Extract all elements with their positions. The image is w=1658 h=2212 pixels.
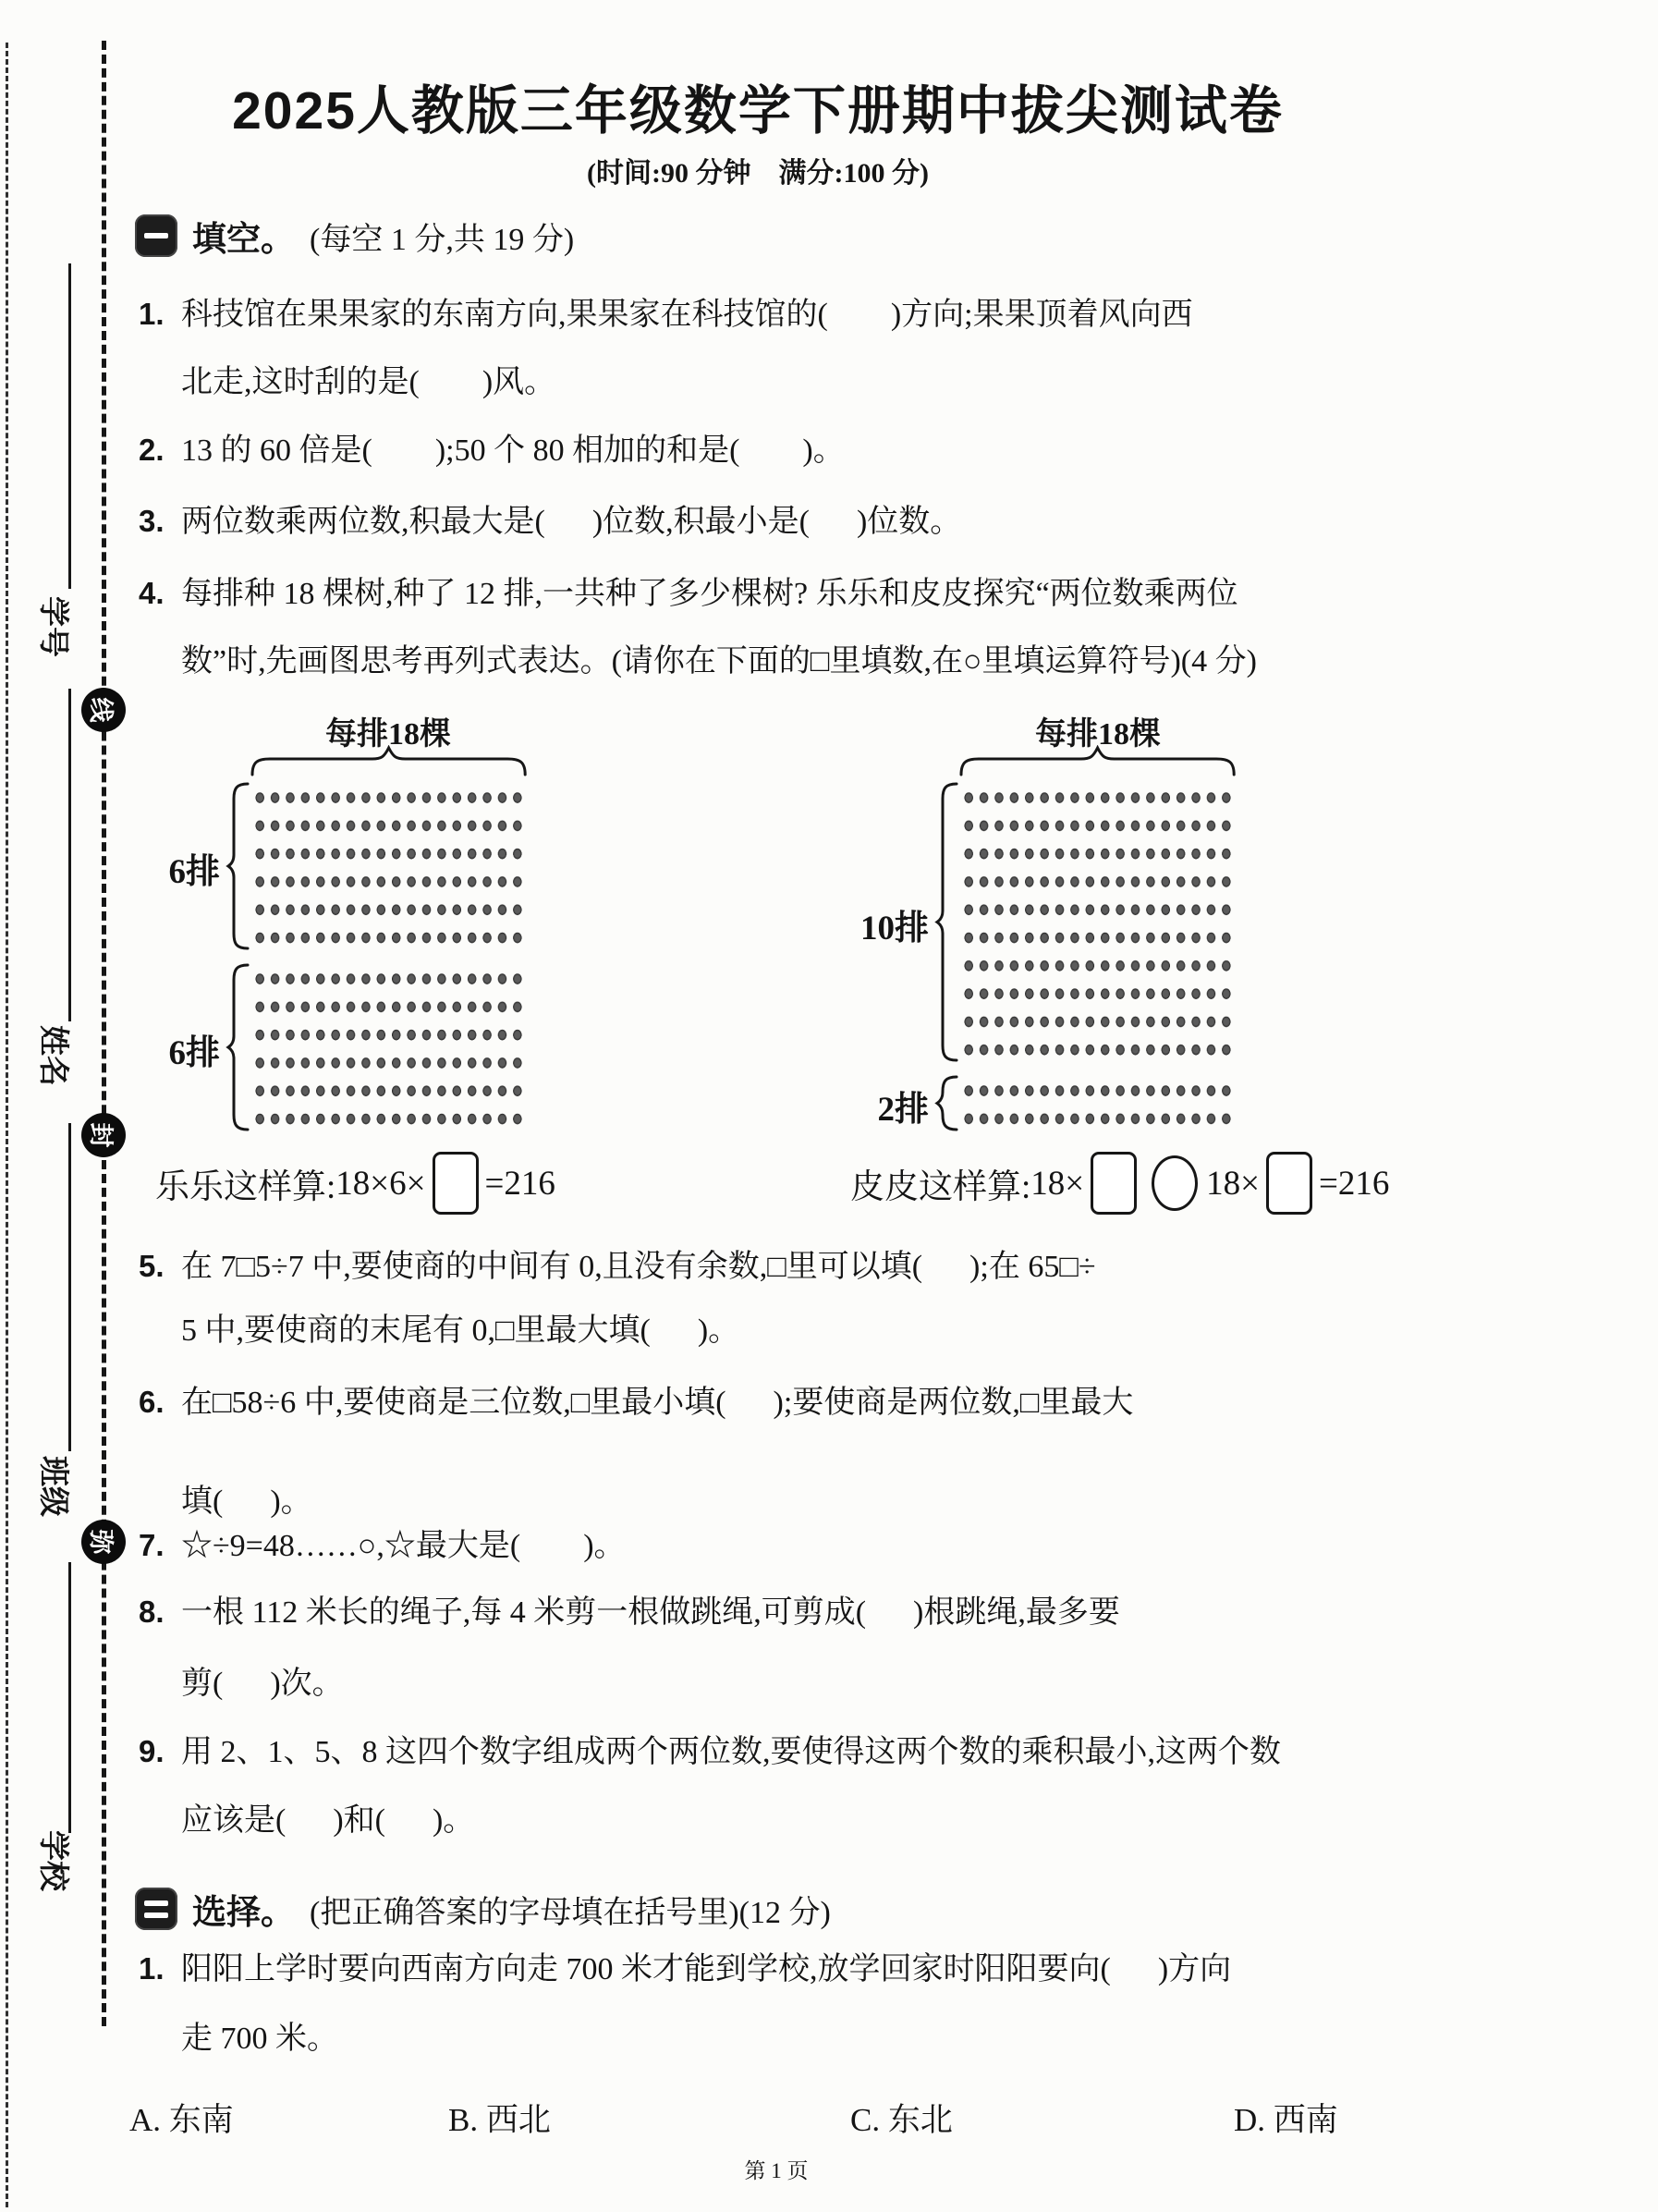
margin-writing-line-student-id xyxy=(68,263,71,589)
question-text: 13 的 60 倍是( );50 个 80 相加的和是( )。 xyxy=(181,434,845,468)
operator-circle xyxy=(1152,1155,1198,1211)
question-text: 北走,这时刮的是( )风。 xyxy=(181,365,556,399)
question-number: 5. xyxy=(139,1249,165,1283)
rows-brace xyxy=(934,1075,958,1131)
rows-brace xyxy=(226,963,250,1131)
rows-brace xyxy=(226,782,250,950)
question-text: 每排种 18 棵树,种了 12 排,一共种了多少棵树? 乐乐和皮皮探究“两位数乘两位 xyxy=(181,577,1238,611)
icon-bar xyxy=(144,1913,168,1918)
margin-writing-line-school xyxy=(68,1562,71,1833)
question-line xyxy=(139,432,845,470)
question-line xyxy=(139,1313,739,1350)
section-2-icon xyxy=(135,1888,177,1930)
paper-title: 2025人教版三年级数学下册期中拔尖测试卷 xyxy=(232,81,1284,141)
choice-option: B. 西北 xyxy=(448,2102,551,2138)
diagram-right-title: 每排18棵 xyxy=(1035,717,1161,752)
dot-grid xyxy=(961,1080,1234,1136)
question-text: 用 2、1、5、8 这四个数字组成两个两位数,要使得这两个数的乘积最小,这两个数 xyxy=(181,1735,1281,1769)
question-line xyxy=(139,1733,1281,1771)
dot-grid xyxy=(961,787,1234,1067)
rows-count-label: 2排 xyxy=(877,1090,929,1129)
question-text: 在 7□5÷7 中,要使商的中间有 0,且没有余数,□里可以填( );在 65□÷ xyxy=(181,1250,1096,1284)
rows-brace xyxy=(934,782,958,1062)
margin-writing-line-class xyxy=(68,1123,71,1451)
question-line xyxy=(139,2021,338,2058)
page-number: 第 1 页 xyxy=(744,2159,809,2182)
question-line xyxy=(139,575,1238,613)
question-text: 两位数乘两位数,积最大是( )位数,积最小是( )位数。 xyxy=(181,505,962,539)
section-1-icon xyxy=(135,214,177,257)
question-line xyxy=(139,1803,474,1839)
lele-formula xyxy=(155,1152,555,1215)
question-number: 4. xyxy=(139,576,165,610)
section-2-title: 选择。 xyxy=(192,1894,295,1932)
choice-option: A. 东南 xyxy=(129,2102,234,2138)
overbrace xyxy=(958,745,1237,778)
question-text: 应该是( )和( )。 xyxy=(181,1803,475,1838)
margin-label-name: 姓名 xyxy=(36,1025,70,1086)
question-line xyxy=(139,364,555,401)
fill-box xyxy=(433,1152,479,1215)
formula-expression: 18×6× xyxy=(335,1164,426,1203)
question-line xyxy=(139,1950,1231,1988)
question-text: 5 中,要使商的末尾有 0,□里最大填( )。 xyxy=(181,1314,740,1348)
fill-box xyxy=(1091,1152,1137,1215)
formula-result: =216 xyxy=(1319,1164,1390,1203)
question-line xyxy=(139,503,961,541)
choice-option: D. 西南 xyxy=(1234,2102,1338,2138)
question-number: 1. xyxy=(139,297,165,331)
question-line xyxy=(139,643,1257,680)
question-number: 2. xyxy=(139,433,165,467)
rows-count-label: 10排 xyxy=(860,909,929,947)
icon-bar xyxy=(144,233,168,238)
question-number: 9. xyxy=(139,1734,165,1768)
rows-count-label: 6排 xyxy=(168,853,220,891)
question-number: 3. xyxy=(139,504,165,538)
question-text: 填( )。 xyxy=(181,1485,312,1519)
margin-label-class: 班级 xyxy=(36,1456,70,1517)
choice-option: C. 东北 xyxy=(850,2102,953,2138)
margin-label-student-id: 学号 xyxy=(36,596,70,657)
formula-expression: 18× xyxy=(1206,1164,1261,1203)
question-text: 剪( )次。 xyxy=(181,1667,344,1701)
formula-label: 乐乐这样算: xyxy=(155,1168,336,1206)
question-number: 7. xyxy=(139,1528,165,1562)
seal-stamp-xian: 线 xyxy=(81,688,126,732)
question-text: 科技馆在果果家的东南方向,果果家在科技馆的( )方向;果果顶着风向西 xyxy=(181,298,1193,332)
question-line xyxy=(139,296,1193,334)
question-text: 数”时,先画图思考再列式表达。(请你在下面的□里填数,在○里填运算符号)(4 分) xyxy=(181,644,1257,678)
fill-box xyxy=(1266,1152,1312,1215)
section-1-header xyxy=(135,211,574,261)
section-2-note: (把正确答案的字母填在括号里)(12 分) xyxy=(310,1895,831,1930)
icon-bar xyxy=(144,1900,168,1906)
question-line xyxy=(139,1484,312,1521)
question-text: 一根 112 米长的绳子,每 4 米剪一根做跳绳,可剪成( )根跳绳,最多要 xyxy=(181,1595,1120,1630)
rows-count-label: 6排 xyxy=(168,1034,220,1072)
seal-stamp-feng: 封 xyxy=(81,1113,126,1157)
question-number: 1. xyxy=(139,1951,165,1986)
dot-grid xyxy=(252,787,525,955)
seal-stamp-mi: 弥 xyxy=(81,1520,126,1564)
margin-writing-line-name xyxy=(68,689,71,1021)
pipi-formula xyxy=(850,1152,1389,1215)
question-line xyxy=(139,1248,1096,1286)
overbrace xyxy=(250,745,528,778)
section-1-note: (每空 1 分,共 19 分) xyxy=(310,222,575,257)
question-text: 走 700 米。 xyxy=(181,2022,338,2056)
question-text: 阳阳上学时要向西南方向走 700 米才能到学校,放学回家时阳阳要向( )方向 xyxy=(181,1952,1232,1986)
question-line xyxy=(139,1594,1120,1632)
question-line xyxy=(139,1666,344,1703)
question-number: 6. xyxy=(139,1385,165,1419)
dot-grid xyxy=(252,968,525,1136)
section-2-header xyxy=(135,1884,831,1934)
question-line xyxy=(139,1527,626,1565)
question-number: 8. xyxy=(139,1595,165,1629)
diagram-left-title: 每排18棵 xyxy=(325,717,451,752)
question-text: 在□58÷6 中,要使商是三位数,□里最小填( );要使商是两位数,□里最大 xyxy=(181,1386,1134,1420)
formula-expression: 18× xyxy=(1030,1164,1085,1203)
formula-label: 皮皮这样算: xyxy=(850,1168,1031,1206)
paper-subtitle: (时间:90 分钟 满分:100 分) xyxy=(587,158,929,189)
question-line xyxy=(139,1384,1133,1422)
section-1-title: 填空。 xyxy=(192,221,295,259)
page-fold-dashed-line xyxy=(6,43,8,2207)
margin-label-school: 学校 xyxy=(36,1830,70,1891)
question-text: ☆÷9=48……○,☆最大是( )。 xyxy=(181,1529,626,1563)
formula-result: =216 xyxy=(484,1164,555,1203)
